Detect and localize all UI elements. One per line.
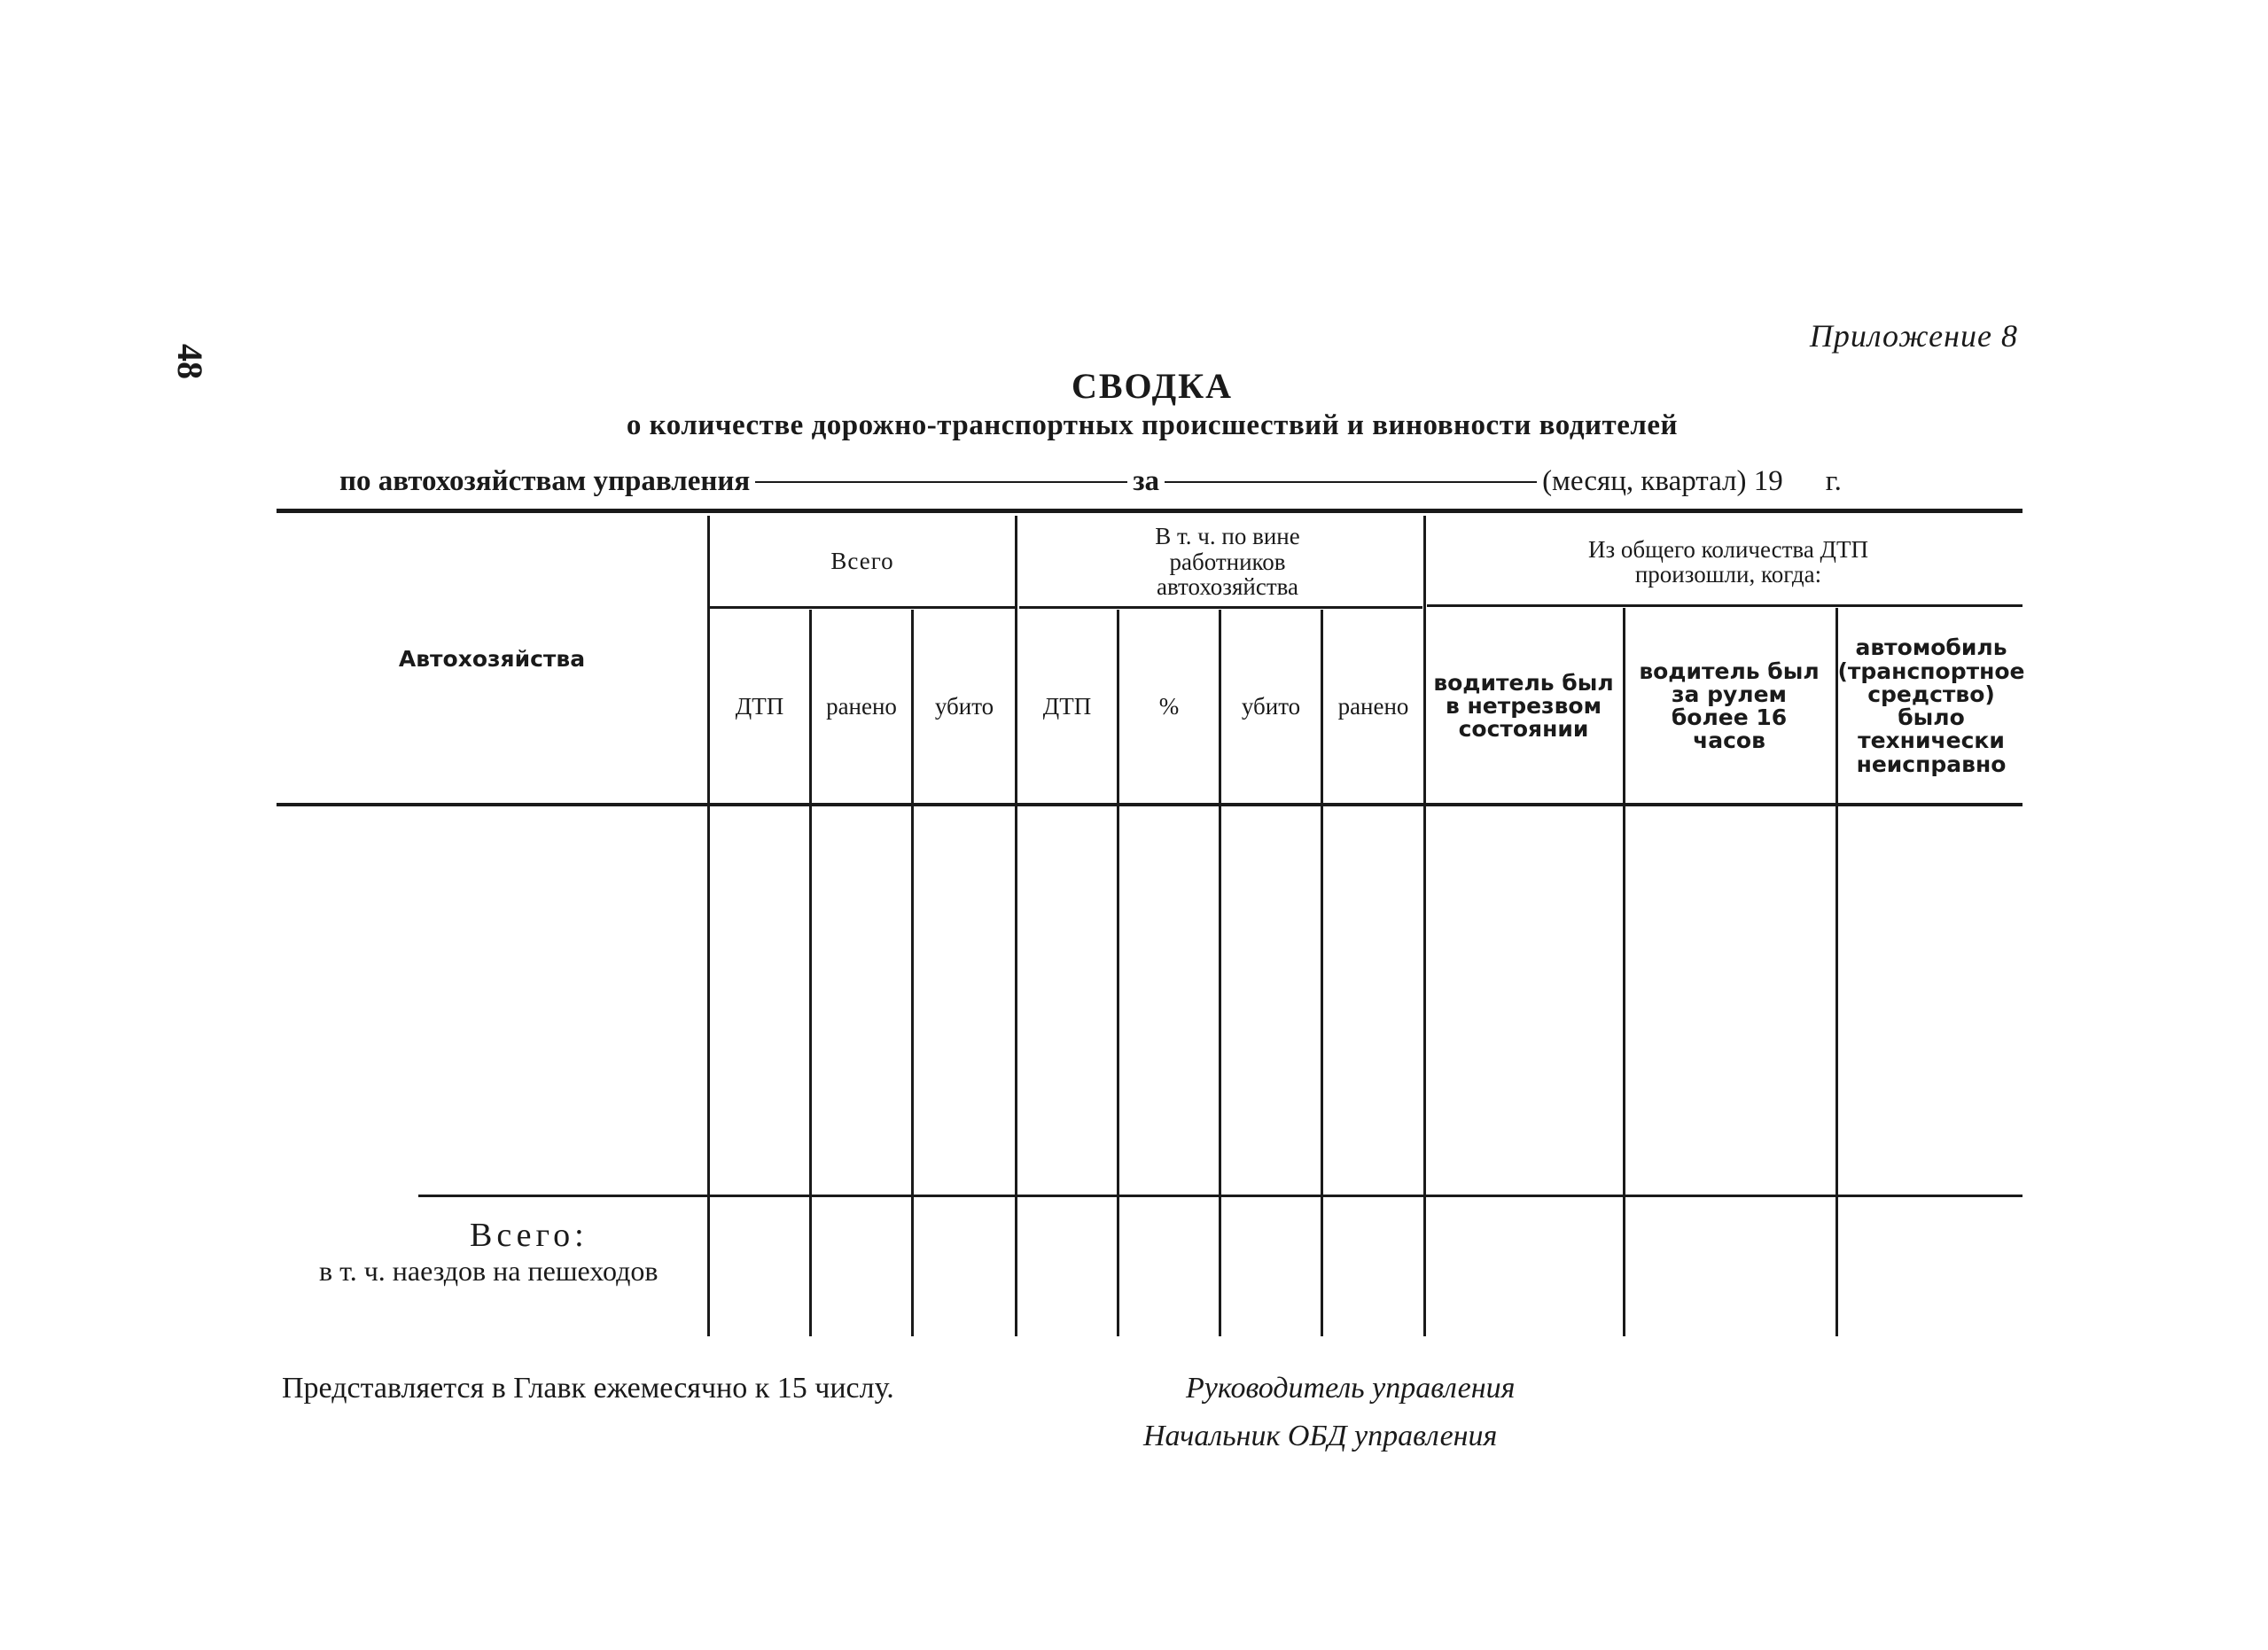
header-driver-drunk: водитель был в нетрезвом состоянии [1433, 669, 1614, 743]
year-end: г. [1825, 465, 1842, 497]
header-group-fault: В т. ч. по вине работников автохозяйства [1155, 523, 1300, 601]
rule-fault-group [1019, 606, 1422, 609]
header-fault-dtp: ДТП [1042, 692, 1092, 720]
period-for: за [1133, 465, 1160, 497]
document-title: СВОДКА [1071, 366, 1234, 406]
management-blank [755, 481, 1127, 483]
header-total-injured: ранено [826, 692, 897, 720]
header-total-dtp: ДТП [735, 692, 784, 720]
table-top-rule [277, 509, 2022, 513]
submission-note: Представляется в Главк ежемесячно к 15 числу. [282, 1372, 894, 1405]
col-divider [1423, 516, 1426, 1336]
header-group-when: Из общего количества ДТП произошли, когда: [1588, 535, 1868, 588]
document-subtitle: о количестве дорожно-транспортных происшествий и виновности водителей [626, 409, 1679, 441]
pedestrians-label: в т. ч. наездов на пешеходов [319, 1255, 659, 1287]
header-fault-injured: ранено [1337, 692, 1409, 720]
period-suffix: (месяц, квартал) 19 [1542, 465, 1783, 497]
total-label: Всего: [470, 1217, 588, 1254]
col-divider [1623, 608, 1625, 1336]
page-number: 48 [170, 344, 210, 379]
period-prefix: по автохозяйствам управления [339, 465, 751, 497]
period-blank [1165, 481, 1537, 483]
header-bottom-rule [277, 803, 2022, 806]
rule-total-group [709, 606, 1015, 609]
rule-when-group [1427, 604, 2022, 607]
header-fault-percent: % [1158, 692, 1180, 720]
period-line [339, 465, 1842, 498]
header-enterprises: Автохозяйства [398, 645, 586, 672]
signature-head: Руководитель управления [1186, 1372, 1516, 1405]
header-fault-killed: убито [1241, 692, 1301, 720]
header-driver-over16h: водитель был за рулем более 16 часов [1639, 658, 1820, 754]
header-vehicle-faulty: автомобиль (транспортное средство) было технически неисправно [1837, 634, 2025, 777]
appendix-label: Приложение 8 [1809, 318, 2018, 354]
header-total-killed: убито [934, 692, 994, 720]
signature-obd: Начальник ОБД управления [1143, 1420, 1498, 1452]
header-group-total: Всего [830, 547, 894, 574]
